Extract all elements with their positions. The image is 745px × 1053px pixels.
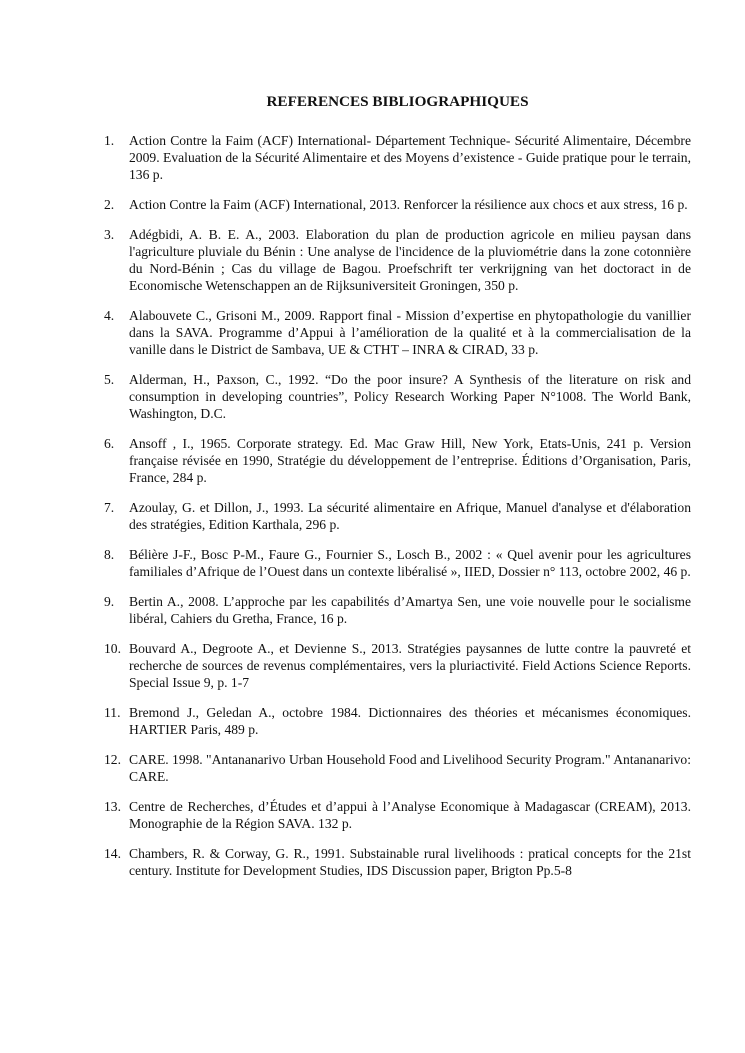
reference-number: 10. (104, 641, 121, 656)
reference-item (104, 226, 691, 294)
reference-text: CARE. 1998. "Antananarivo Urban Household Food and Livelihood Security Program." Antananarivo: CARE. (129, 752, 691, 784)
reference-text: Chambers, R. & Corway, G. R., 1991. Substainable rural livelihoods : pratical concepts for the 21st century. Institute for Development Studies, IDS Discussion paper, Brigton Pp.5-8 (129, 846, 691, 878)
reference-number: 7. (104, 500, 115, 515)
reference-number: 8. (104, 547, 115, 562)
reference-number: 3. (104, 227, 115, 242)
reference-number: 6. (104, 436, 115, 451)
reference-item (104, 546, 691, 580)
reference-item (104, 435, 691, 486)
reference-text: Bouvard A., Degroote A., et Devienne S., 2013. Stratégies paysannes de lutte contre la pauvreté et recherche de sources de revenus complémentaires, vers la pluriactivité. Field Actions Science Reports. Special Issue 9, p. 1-7 (129, 641, 691, 690)
reference-number: 12. (104, 752, 121, 767)
reference-text: Bertin A., 2008. L’approche par les capabilités d’Amartya Sen, une voie nouvelle pour le socialisme libéral, Cahiers du Gretha, France, 16 p. (129, 594, 691, 626)
reference-item (104, 371, 691, 422)
reference-text: Bremond J., Geledan A., octobre 1984. Dictionnaires des théories et mécanismes économiques. HARTIER Paris, 489 p. (129, 705, 691, 737)
reference-item (104, 640, 691, 691)
reference-item (104, 751, 691, 785)
reference-item (104, 132, 691, 183)
reference-number: 9. (104, 594, 115, 609)
reference-text: Azoulay, G. et Dillon, J., 1993. La sécurité alimentaire en Afrique, Manuel d'analyse et d'élaboration des stratégies, Edition Karthala, 296 p. (129, 500, 691, 532)
reference-item (104, 196, 691, 213)
reference-text: Bélière J-F., Bosc P-M., Faure G., Fournier S., Losch B., 2002 : « Quel avenir pour les agricultures familiales d’Afrique de l’Ouest dans un contexte libéralisé », IIED, Dossier n° 113, octobre 2002, 46 p. (129, 547, 691, 579)
reference-text: Action Contre la Faim (ACF) International- Département Technique- Sécurité Alimentaire, Décembre 2009. Evaluation de la Sécurité Alimentaire et des Moyens d’existence - Guide pratique pour le terrain, 136 p. (129, 133, 691, 182)
reference-text: Alabouvete C., Grisoni M., 2009. Rapport final - Mission d’expertise en phytopathologie du vanillier dans la SAVA. Programme d’Appui à l’amélioration de la qualité et à la commercialisation de la vanille dans le District de Sambava, UE & CTHT – INRA & CIRAD, 33 p. (129, 308, 691, 357)
reference-number: 1. (104, 133, 115, 148)
reference-text: Ansoff , I., 1965. Corporate strategy. Ed. Mac Graw Hill, New York, Etats-Unis, 241 p. Version française révisée en 1990, Stratégie du développement de l’entreprise. Éditions d’Organisation, Paris, France, 284 p. (129, 436, 691, 485)
reference-item (104, 499, 691, 533)
reference-text: Adégbidi, A. B. E. A., 2003. Elaboration du plan de production agricole en milieu paysan dans l'agriculture pluviale du Bénin : Une analyse de l'incidence de la pluviométrie dans la zone cotonnière du Nord-Bénin ; Cas du village de Bagou. Proefschrift ter verkrijgning van het doctoract in de Economische Wetenschappen an de Rijksuniversiteit Groningen, 350 p. (129, 227, 691, 293)
reference-text: Centre de Recherches, d’Études et d’appui à l’Analyse Economique à Madagascar (CREAM), 2013. Monographie de la Région SAVA. 132 p. (129, 799, 691, 831)
page-title: REFERENCES BIBLIOGRAPHIQUES (266, 93, 529, 110)
reference-text: Action Contre la Faim (ACF) International, 2013. Renforcer la résilience aux chocs et aux stress, 16 p. (129, 197, 688, 212)
reference-number: 11. (104, 705, 121, 720)
reference-number: 5. (104, 372, 115, 387)
reference-item (104, 593, 691, 627)
reference-item (104, 704, 691, 738)
reference-number: 2. (104, 197, 115, 212)
reference-number: 4. (104, 308, 115, 323)
reference-item (104, 798, 691, 832)
reference-number: 13. (104, 799, 121, 814)
reference-number: 14. (104, 846, 121, 861)
reference-text: Alderman, H., Paxson, C., 1992. “Do the poor insure? A Synthesis of the literature on risk and consumption in developing countries”, Policy Research Working Paper N°1008. The World Bank, Washington, D.C. (129, 372, 691, 421)
reference-item (104, 307, 691, 358)
reference-item (104, 845, 691, 879)
reference-list (104, 132, 691, 879)
